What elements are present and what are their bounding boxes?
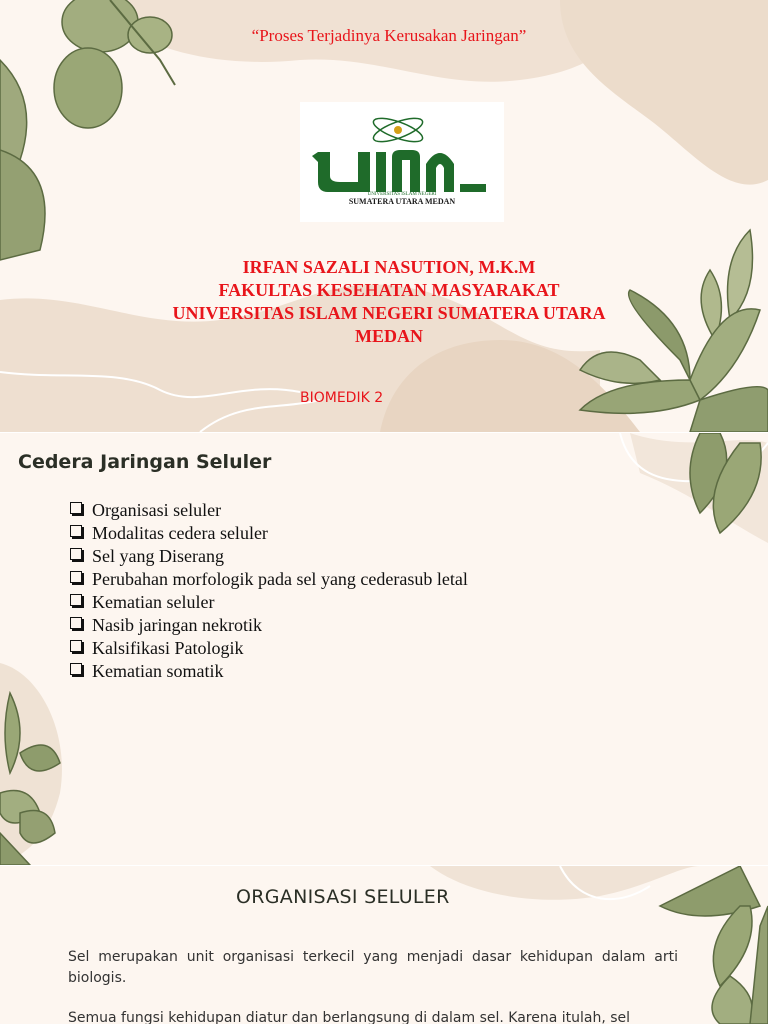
list-item: Kematian somatik (68, 660, 468, 683)
title-slide (0, 0, 768, 432)
slide-title: ORGANISASI SELULER (236, 886, 450, 908)
paragraph: Sel merupakan unit organisasi terkecil yang menjadi dasar kehidupan dalam arti biologis. (68, 949, 678, 986)
author-name: IRFAN SAZALI NASUTION, M.K.M (242, 257, 536, 277)
uin-logo-graphic (300, 102, 504, 222)
university-logo (300, 102, 504, 222)
list-item: Organisasi seluler (68, 499, 468, 522)
checkbox-bullet-icon (70, 594, 82, 606)
course-name: BIOMEDIK 2 (300, 390, 384, 406)
topic-list (68, 499, 468, 683)
list-item: Kematian seluler (68, 591, 468, 614)
paragraph: Semua fungsi kehidupan diatur dan berlangsung di dalam sel. Karena itulah, sel (68, 1010, 631, 1024)
city-name: MEDAN (355, 326, 423, 346)
list-item: Nasib jaringan nekrotik (68, 614, 468, 637)
slide-title: Cedera Jaringan Seluler (18, 451, 272, 473)
checkbox-bullet-icon (70, 663, 82, 675)
checkbox-bullet-icon (70, 640, 82, 652)
author-block (150, 256, 628, 348)
list-item: Sel yang Diserang (68, 545, 468, 568)
checkbox-bullet-icon (70, 502, 82, 514)
checkbox-bullet-icon (70, 525, 82, 537)
list-item: Perubahan morfologik pada sel yang cederasub letal (68, 568, 468, 591)
faculty-name: FAKULTAS KESEHATAN MASYARAKAT (218, 280, 560, 300)
checkbox-bullet-icon (70, 617, 82, 629)
university-name: UNIVERSITAS ISLAM NEGERI SUMATERA UTARA (172, 303, 606, 323)
outline-slide (0, 433, 768, 865)
list-item: Modalitas cedera seluler (68, 522, 468, 545)
checkbox-bullet-icon (70, 571, 82, 583)
content-slide (0, 866, 768, 1024)
leaf-cluster-right (660, 866, 768, 1024)
list-item: Kalsifikasi Patologik (68, 637, 468, 660)
checkbox-bullet-icon (70, 548, 82, 560)
logo-subtext: UNIVERSITAS ISLAM NEGERI (367, 192, 437, 197)
presentation-title: “Proses Terjadinya Kerusakan Jaringan” (251, 26, 527, 45)
logo-name: SUMATERA UTARA MEDAN (348, 197, 456, 206)
